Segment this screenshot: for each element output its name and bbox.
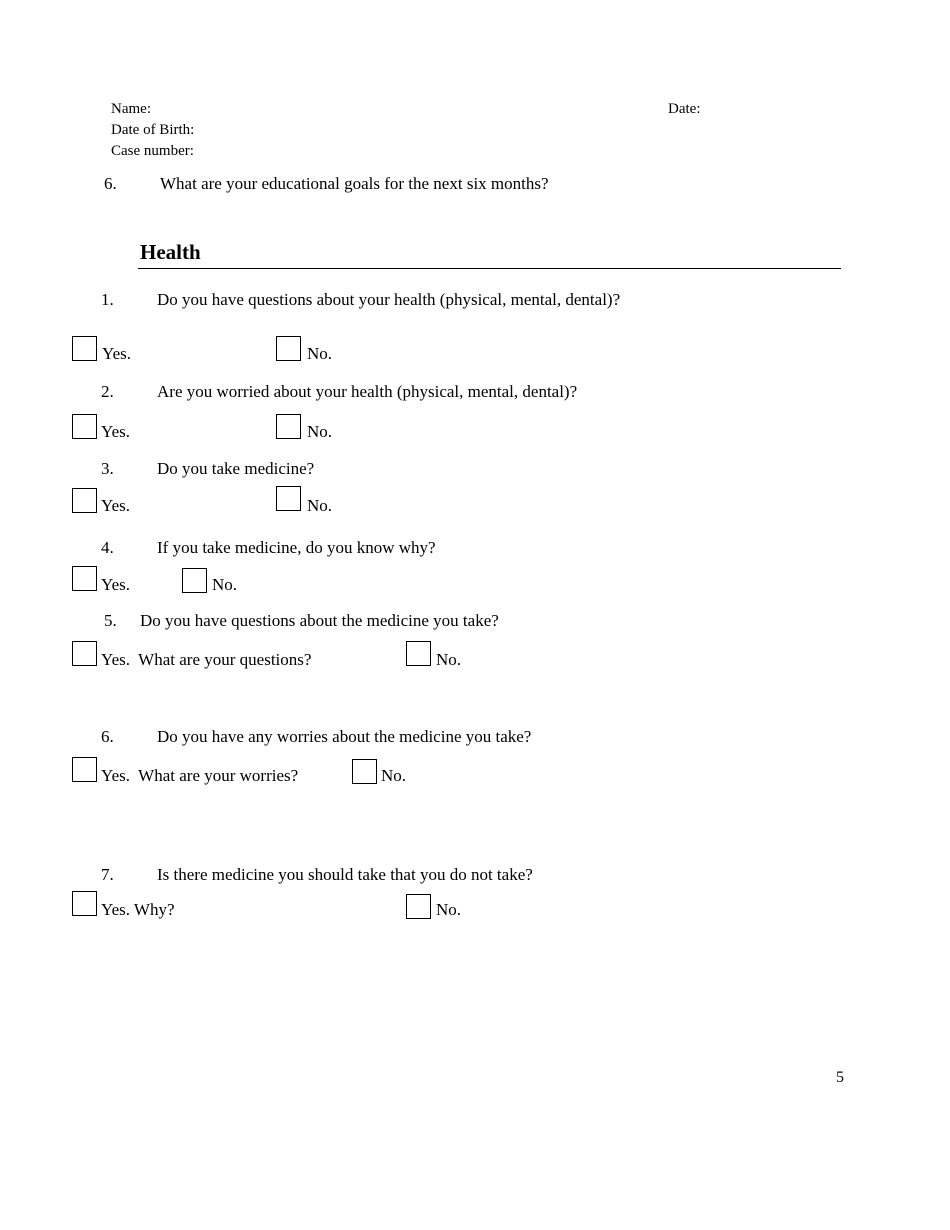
health-q1-yes-checkbox[interactable] <box>72 336 97 361</box>
health-q4-number: 4. <box>101 538 114 557</box>
health-q5-number: 5. <box>104 611 117 630</box>
health-q6-text: Do you have any worries about the medicine you take? <box>157 727 532 746</box>
health-q5-yes-checkbox[interactable] <box>72 641 97 666</box>
health-heading-rule <box>138 268 841 269</box>
health-q5-no-label: No. <box>436 650 462 669</box>
health-q7-yes-label: Yes. Why? <box>101 900 175 919</box>
health-q6-yes-label: Yes. What are your worries? <box>101 766 299 785</box>
health-q4-text: If you take medicine, do you know why? <box>157 538 436 557</box>
health-q2-text: Are you worried about your health (physical, mental, dental)? <box>157 382 578 401</box>
health-q2-yes-checkbox[interactable] <box>72 414 97 439</box>
health-q1-no-label: No. <box>307 344 333 363</box>
health-q2-no-checkbox[interactable] <box>276 414 301 439</box>
health-q1-text: Do you have questions about your health (physical, mental, dental)? <box>157 290 621 309</box>
health-heading: Health <box>140 240 201 264</box>
health-q3-yes-label: Yes. <box>101 496 130 515</box>
education-q6-text: What are your educational goals for the next six months? <box>160 174 549 193</box>
health-q7-number: 7. <box>101 865 114 884</box>
case-number-label: Case number: <box>111 143 194 159</box>
health-q7-yes-checkbox[interactable] <box>72 891 97 916</box>
health-q6-yes-checkbox[interactable] <box>72 757 97 782</box>
health-q1-yes-label: Yes. <box>102 344 131 363</box>
health-q3-text: Do you take medicine? <box>157 459 315 478</box>
name-label: Name: <box>111 101 151 117</box>
health-q3-no-label: No. <box>307 496 333 515</box>
health-q6-no-label: No. <box>381 766 407 785</box>
health-q2-no-label: No. <box>307 422 333 441</box>
health-q3-yes-checkbox[interactable] <box>72 488 97 513</box>
health-q2-yes-label: Yes. <box>101 422 130 441</box>
health-q1-number: 1. <box>101 290 114 309</box>
health-q7-no-checkbox[interactable] <box>406 894 431 919</box>
health-q5-no-checkbox[interactable] <box>406 641 431 666</box>
health-q6-no-checkbox[interactable] <box>352 759 377 784</box>
date-label: Date: <box>668 101 701 117</box>
health-q4-yes-checkbox[interactable] <box>72 566 97 591</box>
page-number: 5 <box>836 1069 844 1086</box>
health-q3-number: 3. <box>101 459 114 478</box>
health-q1-no-checkbox[interactable] <box>276 336 301 361</box>
dob-label: Date of Birth: <box>111 122 195 138</box>
health-q4-no-label: No. <box>212 575 238 594</box>
health-q7-no-label: No. <box>436 900 462 919</box>
education-q6-number: 6. <box>104 174 117 193</box>
health-q6-number: 6. <box>101 727 114 746</box>
health-q4-yes-label: Yes. <box>101 575 130 594</box>
health-q2-number: 2. <box>101 382 114 401</box>
health-q4-no-checkbox[interactable] <box>182 568 207 593</box>
health-q5-yes-label: Yes. What are your questions? <box>101 650 312 669</box>
health-q5-text: Do you have questions about the medicine you take? <box>140 611 499 630</box>
health-q3-no-checkbox[interactable] <box>276 486 301 511</box>
health-q7-text: Is there medicine you should take that you do not take? <box>157 865 533 884</box>
